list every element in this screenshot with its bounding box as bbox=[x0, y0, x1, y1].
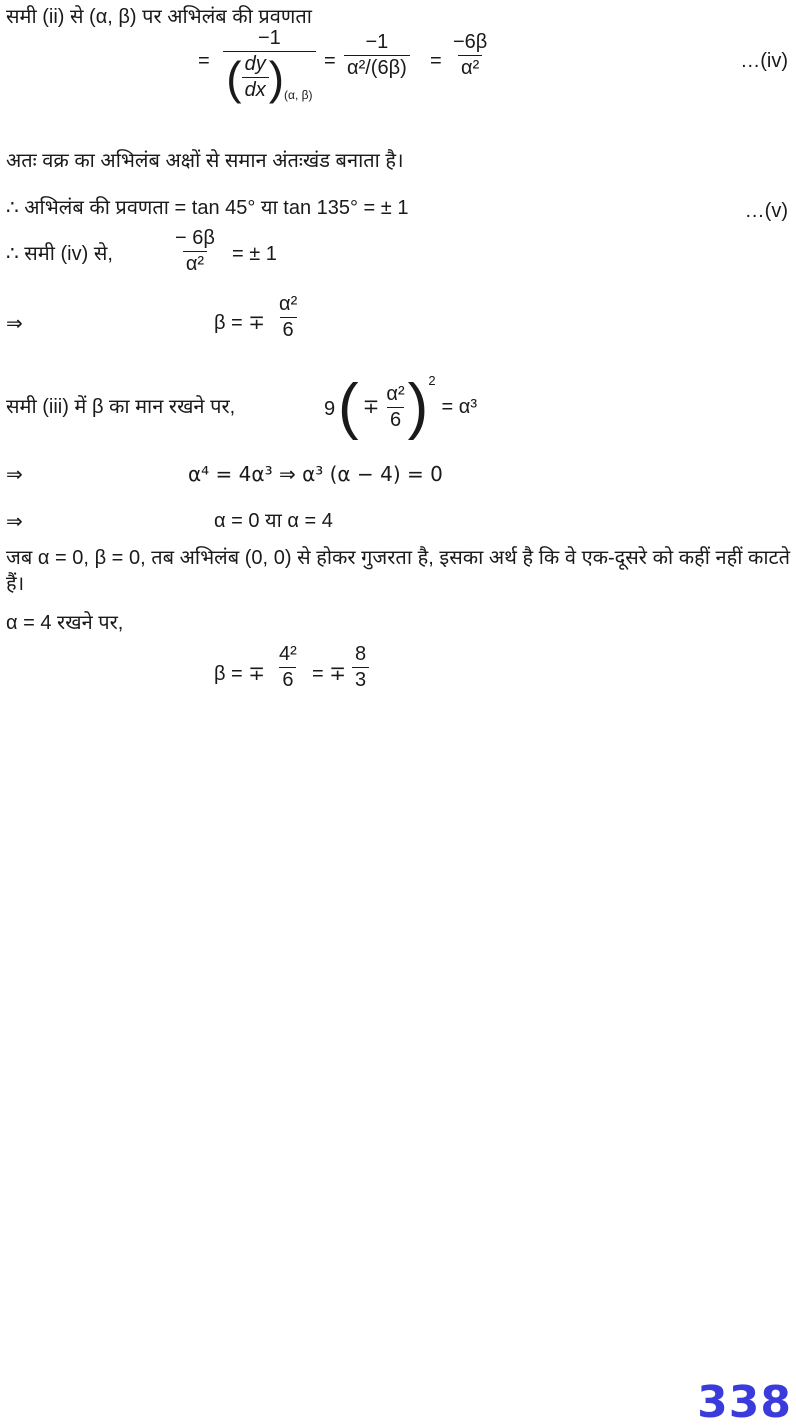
numerator: −1 bbox=[258, 27, 281, 49]
paragraph: जब α = 0, β = 0, तब अभिलंब (0, 0) से होकर गुजरता है, इसका अर्थ है कि वे एक-दूसरे को कहीं नहीं काटते हैं। bbox=[6, 547, 790, 595]
rhs: = ± 1 bbox=[232, 243, 277, 265]
power-2: 2 bbox=[428, 372, 436, 388]
text-line: ∴ समी (iv) से, bbox=[6, 243, 113, 265]
fraction-minus1-over-dydx bbox=[218, 27, 321, 104]
text-line: समी (ii) से (α, β) पर अभिलंब की प्रवणता bbox=[6, 6, 312, 28]
denominator bbox=[223, 51, 315, 104]
equals-sign: = bbox=[430, 50, 442, 72]
equals-sign: = bbox=[198, 50, 210, 72]
numerator: − 6β bbox=[175, 227, 215, 249]
equation-tag-iv: …(iv) bbox=[740, 50, 788, 72]
numerator: 4² bbox=[279, 643, 297, 665]
implies-arrow: ⇒ bbox=[6, 462, 23, 486]
denominator: α² bbox=[458, 55, 482, 79]
implies-arrow: ⇒ bbox=[6, 311, 23, 335]
right-paren: ) bbox=[268, 51, 285, 104]
squared-term bbox=[338, 372, 478, 441]
denominator: 3 bbox=[352, 667, 369, 691]
equals-minus-plus: = ∓ bbox=[312, 663, 346, 685]
fraction-6beta-over-alpha2 bbox=[450, 32, 490, 79]
minus-plus: ∓ bbox=[362, 396, 380, 418]
denominator: 6 bbox=[280, 317, 297, 341]
subscript-alpha-beta: (α, β) bbox=[284, 88, 313, 103]
coefficient-9: 9 bbox=[324, 398, 336, 420]
fraction-alpha2-over-6 bbox=[383, 384, 407, 431]
numerator: 8 bbox=[355, 643, 367, 665]
dy: dy bbox=[244, 53, 266, 75]
equation-tag-v: …(v) bbox=[744, 200, 788, 222]
fraction-minus1-over-alpha bbox=[344, 32, 410, 79]
alpha-solution: α = 0 या α = 4 bbox=[214, 510, 333, 532]
numerator: −6β bbox=[453, 31, 488, 53]
right-paren: ) bbox=[407, 372, 429, 441]
left-paren: ( bbox=[338, 372, 359, 441]
denominator: α²/(6β) bbox=[344, 55, 410, 79]
text-line: समी (iii) में β का मान रखने पर, bbox=[6, 396, 236, 418]
numerator: −1 bbox=[365, 31, 389, 53]
beta-lhs: β = ∓ bbox=[214, 312, 266, 334]
beta-lhs: β = ∓ bbox=[214, 663, 266, 685]
numerator: α² bbox=[386, 382, 405, 405]
fraction-8-over-3 bbox=[352, 644, 369, 691]
fraction-alpha2-over-6 bbox=[276, 294, 300, 341]
alpha-equation: α⁴ = 4α³ ⇒ α³ (α − 4) = 0 bbox=[188, 462, 443, 486]
dx: dx bbox=[242, 77, 269, 101]
left-paren: ( bbox=[226, 51, 242, 104]
rhs: = α³ bbox=[441, 396, 478, 418]
denominator: α² bbox=[183, 251, 207, 275]
text-line: ∴ अभिलंब की प्रवणता = tan 45° या tan 135° = ± 1 bbox=[6, 197, 409, 219]
fraction-4sq-over-6 bbox=[276, 644, 300, 691]
text-line: α = 4 रखने पर, bbox=[6, 612, 124, 634]
denominator: 6 bbox=[387, 407, 404, 431]
text-line: अतः वक्र का अभिलंब अक्षों से समान अंतःखंड बनाता है। bbox=[6, 150, 404, 172]
numerator: α² bbox=[279, 293, 298, 315]
dydx-fraction bbox=[242, 54, 269, 101]
page-number: 338 bbox=[697, 1377, 792, 1428]
implies-arrow: ⇒ bbox=[6, 509, 23, 533]
equals-sign: = bbox=[324, 50, 336, 72]
fraction-6beta-over-alpha2 bbox=[172, 228, 218, 275]
denominator: 6 bbox=[279, 667, 296, 691]
